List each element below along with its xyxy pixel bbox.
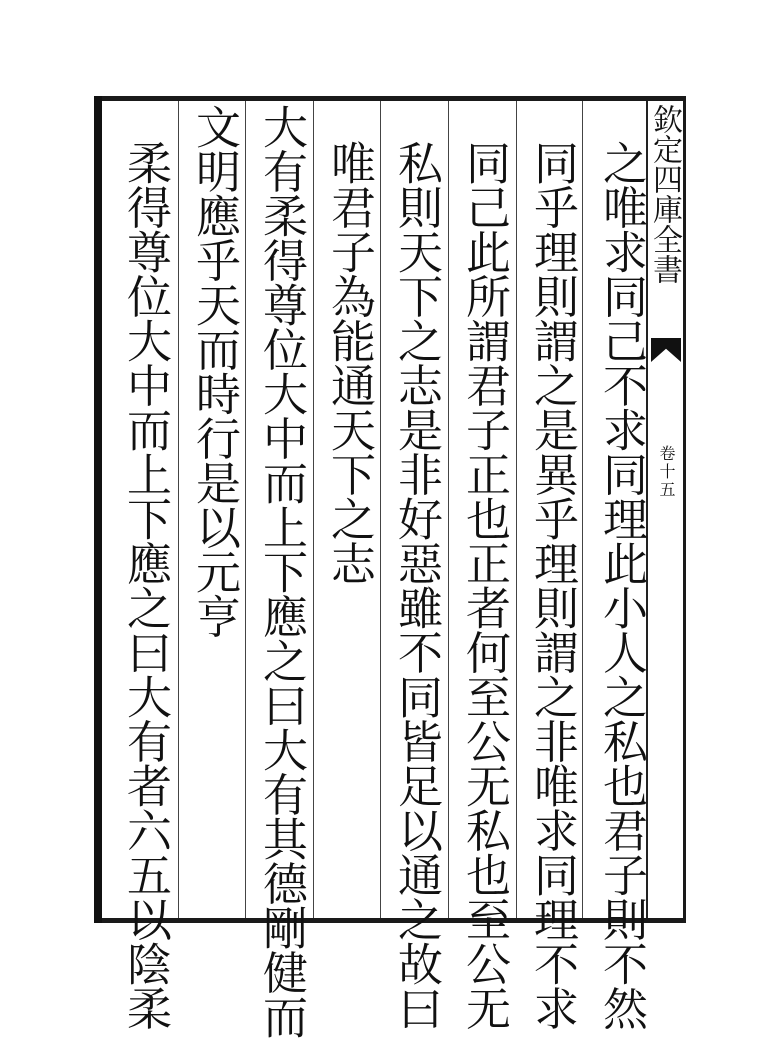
frame-right-border — [683, 96, 686, 923]
column-rule — [313, 101, 314, 918]
volume-label: 卷十五 — [657, 445, 676, 499]
text-column: 私則天下之志是非好惡雖不同皆足以通之故曰 — [390, 140, 443, 1030]
text-column: 文明應乎天而時行是以元亨 — [188, 104, 241, 638]
frame-left-border — [94, 96, 102, 923]
column-rule — [448, 101, 449, 918]
column-rule — [516, 101, 517, 918]
text-column: 同己此所謂君子正也正者何至公无私也至公无 — [458, 140, 511, 1030]
text-column: 同乎理則謂之是異乎理則謂之非唯求同理不求 — [526, 140, 579, 1030]
text-column: 之唯求同己不求同理此小人之私也君子則不然 — [595, 140, 648, 1030]
column-rule — [178, 101, 179, 918]
text-column: 唯君子為能通天下之志 — [323, 140, 376, 585]
book-title: 欽定四庫全書 — [647, 104, 682, 284]
text-column: 大有柔得尊位大中而上下應之曰大有其德剛健而 — [255, 104, 308, 1039]
column-rule — [380, 101, 381, 918]
column-rule — [245, 101, 246, 918]
text-column: 柔得尊位大中而上下應之曰大有者六五以陰柔 — [119, 140, 172, 1030]
frame-top-border — [96, 96, 686, 101]
